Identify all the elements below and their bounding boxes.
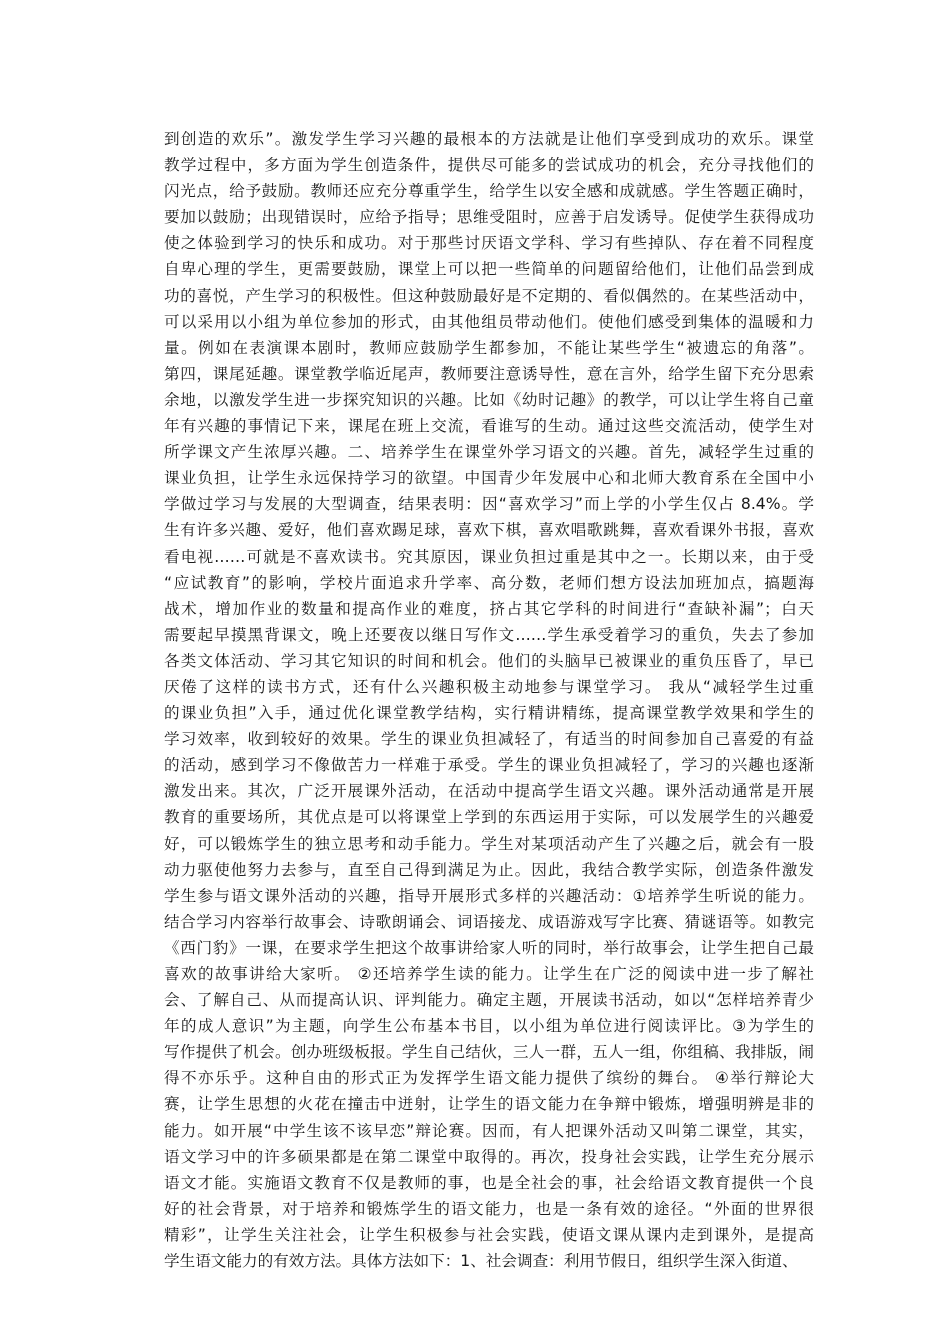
text-line: 战术，增加作业的数量和提高作业的难度，挤占其它学科的时间进行“查缺补漏”；白天 <box>164 599 814 618</box>
text-line: 写作提供了机会。创办班级板报。学生自己结伙，三人一群，五人一组，你组稿、我排版，闹 <box>164 1043 814 1062</box>
text-line: 需要起早摸黑背课文，晚上还要夜以继日写作文……学生承受着学习的重负，失去了参加 <box>164 625 814 644</box>
text-line: 使之体验到学习的快乐和成功。对于那些讨厌语文学科、学习有些掉队、存在着不同程度 <box>164 234 814 253</box>
text-line: “应试教育”的影响，学校片面追求升学率、高分数，老师们想方设法加班加点，搞题海 <box>164 573 814 592</box>
text-line: 教学过程中，多方面为学生创造条件，提供尽可能多的尝试成功的机会，充分寻找他们的 <box>164 156 814 175</box>
text-line: 自卑心理的学生，更需要鼓励，课堂上可以把一些简单的问题留给他们，让他们品尝到成 <box>164 260 814 279</box>
body-text <box>164 126 814 1274</box>
text-line: 年有兴趣的事情记下来，课尾在班上交流，看谁写的生动。通过这些交流活动，使学生对 <box>164 417 814 436</box>
text-line: 学做过学习与发展的大型调查，结果表明：因“喜欢学习”而上学的小学生仅占 8.4%。学 <box>164 495 814 514</box>
text-line: 好的社会背景，对于培养和锻炼学生的语文能力，也是一条有效的途径。“外面的世界很 <box>164 1199 814 1218</box>
text-line: 学生语文能力的有效方法。具体方法如下：1、社会调查：利用节假日，组织学生深入街道、 <box>164 1252 798 1271</box>
text-line: 所学课文产生浓厚兴趣。二、培养学生在课堂外学习语文的兴趣。首先，减轻学生过重的 <box>164 443 814 462</box>
text-line: 会、了解自己、从而提高认识、评判能力。确定主题，开展读书活动，如以“怎样培养青少 <box>164 991 814 1010</box>
text-line: 得不亦乐乎。这种自由的形式正为发挥学生语文能力提供了缤纷的舞台。 ④举行辩论大 <box>164 1069 814 1088</box>
text-line: 可以采用以小组为单位参加的形式，由其他组员带动他们。使他们感受到集体的温暖和力 <box>164 312 814 331</box>
text-line: 厌倦了这样的读书方式，还有什么兴趣积极主动地参与课堂学习。 我从“减轻学生过重 <box>164 677 814 696</box>
text-line: 生有许多兴趣、爱好，他们喜欢踢足球，喜欢下棋，喜欢唱歌跳舞，喜欢看课外书报，喜欢 <box>164 521 814 540</box>
text-line: 各类文体活动、学习其它知识的时间和机会。他们的头脑早已被课业的重负压昏了，早已 <box>164 651 814 670</box>
text-line: 结合学习内容举行故事会、诗歌朗诵会、词语接龙、成语游戏写字比赛、猜谜语等。如教完 <box>164 912 814 931</box>
text-line: 《西门豹》一课，在要求学生把这个故事讲给家人听的同时，举行故事会，让学生把自己最 <box>164 938 814 957</box>
text-line: 激发出来。其次，广泛开展课外活动，在活动中提高学生语文兴趣。课外活动通常是开展 <box>164 782 814 801</box>
text-line: 到创造的欢乐”。激发学生学习兴趣的最根本的方法就是让他们享受到成功的欢乐。课堂 <box>164 130 814 148</box>
text-line: 动力驱使他努力去参与，直至自己得到满足为止。因此，我结合教学实际，创造条件激发 <box>164 860 814 879</box>
text-line: 语文学习中的许多硕果都是在第二课堂中取得的。再次，投身社会实践，让学生充分展示 <box>164 1147 814 1166</box>
text-line: 好，可以锻炼学生的独立思考和动手能力。学生对某项活动产生了兴趣之后，就会有一股 <box>164 834 814 853</box>
text-line: 看电视……可就是不喜欢读书。究其原因，课业负担过重是其中之一。长期以来，由于受 <box>164 547 814 566</box>
text-line: 的课业负担”入手，通过优化课堂教学结构，实行精讲精练，提高课堂教学效果和学生的 <box>164 704 814 723</box>
text-line: 量。例如在表演课本剧时，教师应鼓励学生都参加，不能让某些学生“被遗忘的角落”。 <box>164 338 814 357</box>
text-line: 闪光点，给予鼓励。教师还应充分尊重学生，给学生以安全感和成就感。学生答题正确时， <box>164 182 814 201</box>
text-line: 语文才能。实施语文教育不仅是教师的事，也是全社会的事，社会给语文教育提供一个良 <box>164 1173 814 1192</box>
text-line: 的活动，感到学习不像做苦力一样难于承受。学生的课业负担减轻了，学习的兴趣也逐渐 <box>164 756 814 775</box>
text-line: 第四，课尾延趣。课堂教学临近尾声，教师要注意诱导性，意在言外，给学生留下充分思索 <box>164 364 814 383</box>
text-line: 学生参与语文课外活动的兴趣，指导开展形式多样的兴趣活动：①培养学生听说的能力。 <box>164 886 814 905</box>
text-line: 教育的重要场所，其优点是可以将课堂上学到的东西运用于实际，可以发展学生的兴趣爱 <box>164 808 814 827</box>
text-line: 精彩”，让学生关注社会，让学生积极参与社会实践，使语文课从课内走到课外，是提高 <box>164 1225 814 1244</box>
text-line: 学习效率，收到较好的效果。学生的课业负担减轻了，有适当的时间参加自己喜爱的有益 <box>164 730 814 749</box>
text-line: 能力。如开展“中学生该不该早恋”辩论赛。因而，有人把课外活动又叫第二课堂，其实， <box>164 1121 814 1140</box>
text-line: 要加以鼓励；出现错误时，应给予指导；思维受阻时，应善于启发诱导。促使学生获得成功 <box>164 208 814 227</box>
text-line: 赛，让学生思想的火花在撞击中迸射，让学生的语文能力在争辩中锻炼，增强明辨是非的 <box>164 1095 814 1114</box>
text-line: 年的成人意识”为主题，向学生公布基本书目，以小组为单位进行阅读评比。③为学生的 <box>164 1017 814 1036</box>
text-line: 喜欢的故事讲给大家听。 ②还培养学生读的能力。让学生在广泛的阅读中进一步了解社 <box>164 965 814 983</box>
text-line: 功的喜悦，产生学习的积极性。但这种鼓励最好是不定期的、看似偶然的。在某些活动中， <box>164 286 814 305</box>
text-line: 课业负担，让学生永远保持学习的欲望。中国青少年发展中心和北师大教育系在全国中小 <box>164 469 814 488</box>
text-line: 余地，以激发学生进一步探究知识的兴趣。比如《幼时记趣》的教学，可以让学生将自己童 <box>164 390 814 409</box>
